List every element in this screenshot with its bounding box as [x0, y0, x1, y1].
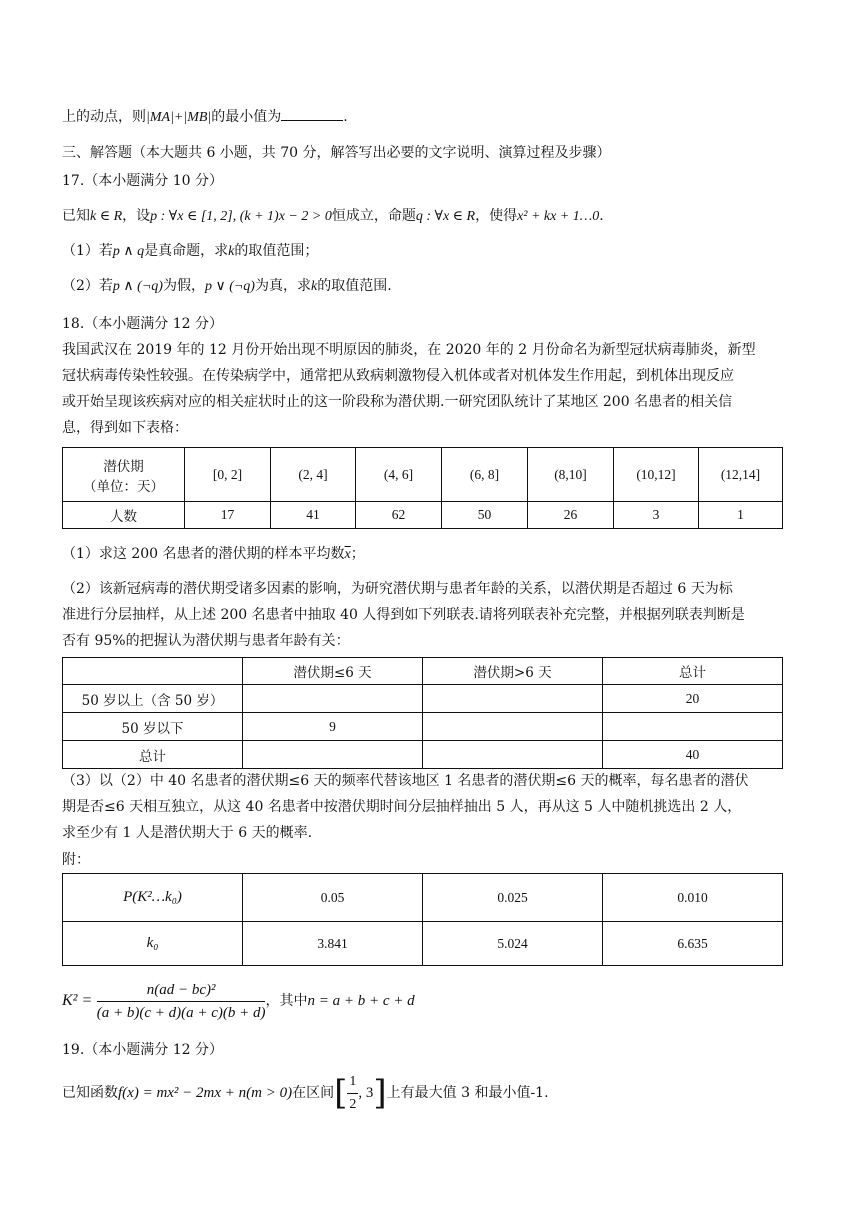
interval-cell: (2, 4] — [271, 448, 356, 502]
table-header-cell — [63, 658, 243, 685]
q19-stem-d: 上有最大值 3 和最小值-1. — [386, 1085, 549, 1101]
q18-para-line-4: 息，得到如下表格： — [62, 420, 188, 436]
formula-where: n = a + b + c + d — [307, 993, 415, 1009]
q18-part3-line-3: 求至少有 1 人是潜伏期大于 6 天的概率. — [62, 825, 313, 841]
q19-title: 19.（本小题满分 12 分） — [62, 1042, 223, 1058]
table-row — [63, 685, 783, 713]
incubation-frequency-table — [62, 447, 783, 529]
q18-p1-text: （1）求这 200 名患者的潜伏期的样本平均数 — [62, 546, 345, 562]
table-row — [63, 713, 783, 741]
table-cell: 0.010 — [603, 874, 783, 922]
table-cell — [423, 713, 603, 741]
q17-p2-e: 为真，求 — [254, 278, 311, 294]
q17-p2-expr1: p ∧ (¬q) — [112, 279, 163, 294]
q17-p1-c: 是真命题，求 — [144, 243, 229, 259]
q17-stem-a: 已知 — [62, 208, 90, 224]
row-label-cell: 人数 — [63, 502, 185, 529]
q16-suffix: 的最小值为 — [211, 109, 282, 125]
answer-blank[interactable] — [281, 106, 343, 121]
count-cell: 41 — [271, 502, 356, 529]
table-cell: 6.635 — [603, 922, 783, 966]
formula-fraction — [97, 979, 266, 1024]
q16-prefix: 上的动点，则 — [62, 109, 146, 125]
q18-part3-line-1: （3）以（2）中 40 名患者的潜伏期≤6 天的频率代替该地区 1 名患者的潜伏期≤6 天的概率，每名患者的潜伏 — [62, 773, 749, 789]
q17-stem-end: . — [599, 208, 604, 224]
q17-proposition-p: p : ∀x ∈ [1, 2], (k + 1)x − 2 > 0 — [150, 209, 332, 224]
interval-cell: (10,12] — [614, 448, 699, 502]
q17-k-in-R: k ∈ R — [90, 209, 123, 224]
chi-square-formula — [62, 978, 415, 1024]
table-cell: 0.025 — [423, 874, 603, 922]
interval-rest: , 3 — [358, 1085, 374, 1101]
q19-function: f(x) = mx² − 2mx + n(m > 0) — [118, 1085, 293, 1101]
contingency-table — [62, 657, 783, 769]
table-cell: 40 — [603, 741, 783, 769]
table-row — [63, 741, 783, 769]
interval-denominator: 2 — [349, 1096, 357, 1112]
count-cell: 17 — [185, 502, 271, 529]
count-cell: 1 — [699, 502, 783, 529]
q17-inequality: x² + kx + 1…0 — [517, 209, 600, 224]
left-bracket: [ — [334, 1073, 348, 1113]
k0-label-cell: k₀ — [63, 922, 243, 966]
formula-denominator: (a + b)(c + d)(a + c)(b + d) — [96, 1004, 266, 1021]
interval-cell: (8,10] — [528, 448, 614, 502]
table-cell — [423, 685, 603, 713]
q17-stem — [62, 206, 604, 227]
probability-label-cell: P(K²…k₀) — [63, 874, 243, 922]
q19-stem — [62, 1070, 549, 1116]
count-cell: 3 — [614, 502, 699, 529]
q19-stem-c: 在区间 — [292, 1085, 335, 1101]
table-cell: 50 岁以上（含 50 岁） — [63, 685, 243, 713]
table-cell — [243, 685, 423, 713]
header-label-line2: （单位：天） — [83, 478, 164, 495]
formula-suffix: ，其中 — [265, 993, 308, 1009]
q17-part2 — [62, 276, 392, 297]
formula-lhs: K² = — [62, 992, 93, 1009]
table-cell: 0.05 — [243, 874, 423, 922]
q17-p2-expr2: p ∨ (¬q) — [204, 279, 255, 294]
q18-title: 18.（本小题满分 12 分） — [62, 316, 223, 332]
interval-cell: (6, 8] — [442, 448, 528, 502]
table-row — [63, 922, 783, 966]
table-cell: 20 — [603, 685, 783, 713]
interval-cell: [0, 2] — [185, 448, 271, 502]
count-cell: 62 — [356, 502, 442, 529]
formula-numerator: n(ad − bc)² — [97, 979, 266, 1002]
q17-stem-e: 恒成立，命题 — [331, 208, 416, 224]
table-cell: 50 岁以下 — [63, 713, 243, 741]
table-cell — [603, 713, 783, 741]
interval-cell: (12,14] — [699, 448, 783, 502]
q17-p1-k: k — [228, 244, 235, 259]
q19-stem-a: 已知函数 — [62, 1085, 118, 1101]
q17-p1-expr: p ∧ q — [112, 244, 145, 259]
interval-fraction — [347, 1071, 358, 1116]
header-label-line1: 潜伏期 — [103, 458, 144, 475]
q17-p1-e: 的取值范围； — [234, 243, 319, 259]
table-header-cell: 总计 — [603, 658, 783, 685]
q18-para-line-3: 或开始呈现该疾病对应的相关症状时止的这一阶段称为潜伏期.一研究团队统计了某地区 200 名患者的相关信 — [62, 394, 733, 410]
q18-part2-line-1: （2）该新冠病毒的潜伏期受诸多因素的影响，为研究潜伏期与患者年龄的关系，以潜伏期是否超过 6 天为标 — [62, 581, 733, 597]
appendix-label: 附： — [62, 852, 90, 868]
q16-end: . — [343, 109, 348, 125]
q17-stem-g: ，使得 — [475, 208, 518, 224]
sample-mean-symbol: $\overline{x}$ — [344, 547, 351, 562]
q17-p2-k: k — [310, 279, 318, 294]
table-header-cell: 潜伏期>6 天 — [423, 658, 603, 685]
table-cell: 9 — [243, 713, 423, 741]
q18-part2-line-2: 准进行分层抽样，从上述 200 名患者中抽取 40 人得到如下列联表.请将列联表补充完整，并根据列联表判断是 — [62, 607, 745, 623]
table-cell — [243, 741, 423, 769]
table-row — [63, 448, 783, 502]
table-row — [63, 658, 783, 685]
q17-part1 — [62, 241, 318, 262]
interval-numerator: 1 — [347, 1071, 358, 1094]
table-cell — [423, 741, 603, 769]
q18-p1-end: ； — [350, 546, 365, 562]
q18-part3-line-2: 期是否≤6 天相互独立，从这 40 名患者中按潜伏期时间分层抽样抽出 5 人，再从这 5 人中随机挑选出 2 人， — [62, 799, 742, 815]
count-cell: 26 — [528, 502, 614, 529]
table-header-cell: 潜伏期≤6 天 — [243, 658, 423, 685]
q18-para-line-2: 冠状病毒传染性较强。在传染病学中，通常把从致病刺激物侵入机体或者对机体发生作用起，到机体出现反应 — [62, 368, 734, 384]
table-cell: 总计 — [63, 741, 243, 769]
q17-p2-g: 的取值范围. — [317, 278, 392, 294]
table-row — [63, 874, 783, 922]
q16-tail-line — [62, 106, 348, 128]
section-3-heading: 三、解答题（本大题共 6 小题，共 70 分，解答写出必要的文字说明、演算过程及步骤） — [62, 145, 611, 161]
q17-p2-c: 为假， — [162, 278, 205, 294]
q18-part2-line-3: 否有 95%的把握认为潜伏期与患者年龄有关： — [62, 633, 350, 649]
table-cell: 3.841 — [243, 922, 423, 966]
q17-p1-a: （1）若 — [62, 243, 113, 259]
q17-p2-a: （2）若 — [62, 278, 113, 294]
table-header-cell — [63, 448, 185, 502]
q17-proposition-q: q : ∀x ∈ R — [415, 209, 476, 224]
right-bracket: ] — [373, 1073, 387, 1113]
interval-cell: (4, 6] — [356, 448, 442, 502]
q18-part1 — [62, 544, 365, 565]
q16-expr: |MA|+|MB| — [146, 110, 212, 125]
table-row — [63, 502, 783, 529]
table-cell: 5.024 — [423, 922, 603, 966]
critical-value-table — [62, 873, 783, 966]
q18-para-line-1: 我国武汉在 2019 年的 12 月份开始出现不明原因的肺炎，在 2020 年的 2 月份命名为新型冠状病毒肺炎，新型 — [62, 342, 756, 358]
q17-title: 17.（本小题满分 10 分） — [62, 173, 223, 189]
count-cell: 50 — [442, 502, 528, 529]
q17-stem-c: ，设 — [122, 208, 151, 224]
